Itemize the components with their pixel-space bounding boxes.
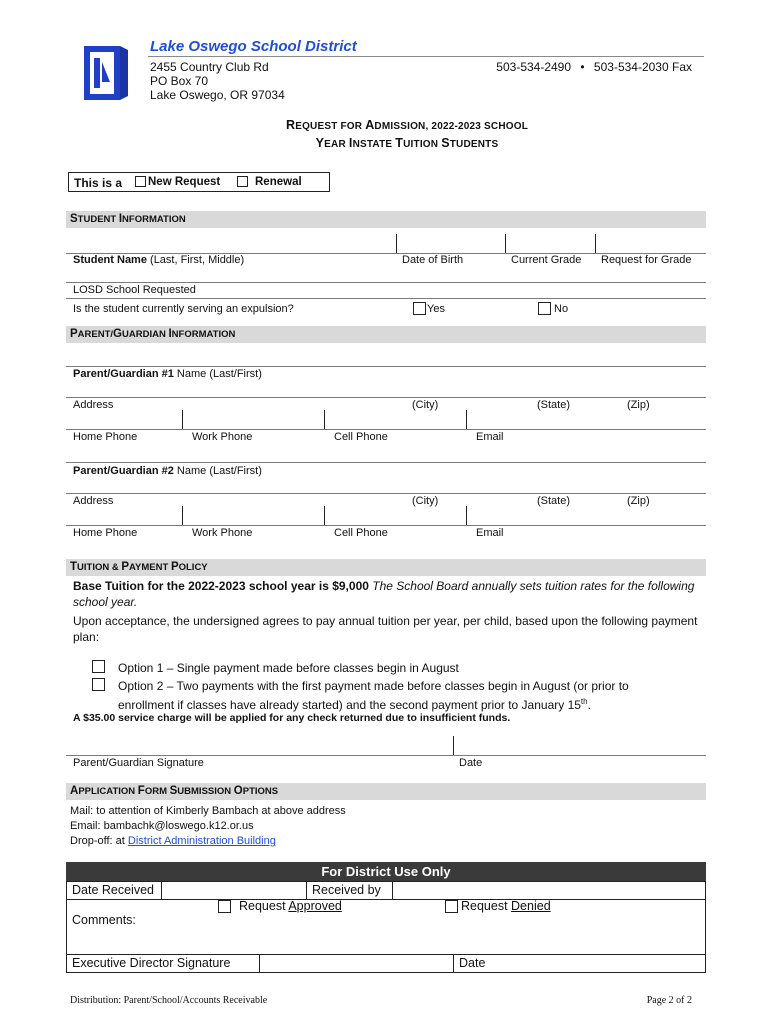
service-charge-text: A $35.00 service charge will be applied for any check returned due to insufficient funds. <box>73 712 511 724</box>
bullet-separator: • <box>580 60 585 74</box>
parent-section-header: PARENT/GUARDIAN INFORMATION <box>66 326 706 343</box>
request-approved-checkbox[interactable] <box>218 900 231 915</box>
parent1-home-phone-label: Home Phone <box>73 431 138 443</box>
divider <box>324 410 325 430</box>
parent2-city-label: (City) <box>412 495 439 507</box>
losd-school-line[interactable] <box>66 282 706 283</box>
parent2-cell-phone-label: Cell Phone <box>334 527 388 539</box>
parent1-address-label: Address <box>73 399 114 411</box>
upon-acceptance-text: Upon acceptance, the undersigned agrees to pay annual tuition per year, per child, based upon the following payment plan: <box>73 614 698 644</box>
parent-signature-label: Parent/Guardian Signature <box>73 757 204 769</box>
divider <box>182 410 183 430</box>
expulsion-yes-checkbox[interactable] <box>413 302 426 317</box>
district-building-link[interactable]: District Administration Building <box>127 835 276 847</box>
parent2-state-label: (State) <box>537 495 571 507</box>
address-line-1: 2455 Country Club Rd <box>150 60 269 74</box>
district-use-heading: For District Use Only <box>66 862 706 881</box>
request-type-box <box>68 172 330 192</box>
fax-number: 503-534-2030 Fax <box>593 60 692 74</box>
parent1-zip-label: (Zip) <box>627 399 650 411</box>
signature-date-label: Date <box>459 757 483 769</box>
district-logo <box>80 44 132 102</box>
parent2-name-line[interactable] <box>66 462 706 463</box>
divider <box>324 506 325 526</box>
request-denied-checkbox[interactable] <box>445 900 458 915</box>
dropoff-option: Drop-off: at District Administration Building <box>70 835 276 847</box>
table-rule <box>66 899 706 900</box>
expulsion-question: Is the student currently serving an expulsion? <box>73 303 294 315</box>
divider <box>453 736 454 756</box>
expulsion-no-checkbox[interactable] <box>538 302 551 317</box>
no-label: No <box>554 303 569 315</box>
divider <box>466 410 467 430</box>
mail-option: Mail: to attention of Kimberly Bambach at above address <box>70 805 346 817</box>
table-rule <box>306 881 307 899</box>
parent2-work-phone-label: Work Phone <box>192 527 253 539</box>
current-grade-label: Current Grade <box>511 254 582 266</box>
district-name: Lake Oswego School District <box>150 38 357 55</box>
student-section-header: STUDENT INFORMATION <box>66 211 706 228</box>
base-tuition-text: Base Tuition for the 2022-2023 school year is $9,000 The School Board annually sets tuition rates for the following school year. <box>73 579 695 609</box>
parent1-work-phone-label: Work Phone <box>192 431 253 443</box>
option2-text: Option 2 – Two payments with the first payment made before classes begin in August (or prior to enrollment if classes have already started) and the second payment prior to January 15th. <box>118 679 629 712</box>
parent1-address-line[interactable] <box>66 397 706 398</box>
student-name-label: Student Name (Last, First, Middle) <box>73 254 245 266</box>
parent1-cell-phone-label: Cell Phone <box>334 431 388 443</box>
date-received-label: Date Received <box>72 883 154 897</box>
yes-label: Yes <box>427 303 445 315</box>
parent1-phone-line[interactable] <box>66 429 706 430</box>
dob-label: Date of Birth <box>402 254 464 266</box>
request-approved-label: Request Approved <box>239 899 342 913</box>
form-title-line-1: REQUEST FOR ADMISSION, 2022-2023 SCHOOL <box>285 118 529 132</box>
submission-section-header: APPLICATION FORM SUBMISSION OPTIONS <box>66 783 706 800</box>
table-rule <box>66 881 706 882</box>
divider <box>182 506 183 526</box>
option1-text: Option 1 – Single payment made before classes begin in August <box>118 661 459 675</box>
request-denied-label: Request Denied <box>461 899 551 913</box>
parent2-email-label: Email <box>476 527 504 539</box>
divider <box>466 506 467 526</box>
phone-number: 503-534-2490 <box>496 60 572 74</box>
received-by-label: Received by <box>312 883 381 897</box>
parent1-name-line[interactable] <box>66 366 706 367</box>
parent1-state-label: (State) <box>537 399 571 411</box>
new-request-checkbox[interactable] <box>135 176 146 189</box>
divider <box>396 234 397 254</box>
header-divider <box>148 56 704 57</box>
table-rule <box>453 954 454 973</box>
address-line-2: PO Box 70 <box>150 74 209 88</box>
table-rule <box>259 954 260 973</box>
parent1-email-label: Email <box>476 431 504 443</box>
request-type-label: This is a <box>74 176 123 190</box>
parent1-city-label: (City) <box>412 399 439 411</box>
parent1-name-label: Parent/Guardian #1 Name (Last/First) <box>73 368 262 380</box>
comments-label: Comments: <box>72 913 136 927</box>
parent-signature-line[interactable] <box>66 755 706 756</box>
parent2-address-line[interactable] <box>66 493 706 494</box>
email-option: Email: bambachk@loswego.k12.or.us <box>70 820 254 832</box>
divider <box>595 234 596 254</box>
request-grade-label: Request for Grade <box>601 254 692 266</box>
table-rule <box>161 881 162 899</box>
option1-checkbox[interactable] <box>92 660 105 675</box>
expulsion-line <box>66 298 706 299</box>
renewal-label: Renewal <box>255 176 302 188</box>
divider <box>505 234 506 254</box>
page-number: Page 2 of 2 <box>646 995 692 1006</box>
exec-date-label: Date <box>459 956 486 970</box>
parent2-zip-label: (Zip) <box>627 495 650 507</box>
exec-director-signature-label: Executive Director Signature <box>72 956 231 970</box>
table-rule <box>66 954 706 955</box>
renewal-checkbox[interactable] <box>237 176 248 189</box>
address-line-3: Lake Oswego, OR 97034 <box>150 88 285 102</box>
form-title-line-2: YEAR INSTATE TUITION STUDENTS <box>315 136 499 150</box>
parent2-phone-line[interactable] <box>66 525 706 526</box>
table-rule <box>392 881 393 899</box>
phone-fax <box>496 60 692 74</box>
losd-school-label: LOSD School Requested <box>73 284 196 296</box>
parent2-home-phone-label: Home Phone <box>73 527 138 539</box>
tuition-section-header: TUITION & PAYMENT POLICY <box>66 559 706 576</box>
new-request-label: New Request <box>148 176 221 188</box>
distribution-footer: Distribution: Parent/School/Accounts Receivable <box>70 995 268 1006</box>
parent2-address-label: Address <box>73 495 114 507</box>
option2-checkbox[interactable] <box>92 678 105 693</box>
parent2-name-label: Parent/Guardian #2 Name (Last/First) <box>73 465 262 477</box>
